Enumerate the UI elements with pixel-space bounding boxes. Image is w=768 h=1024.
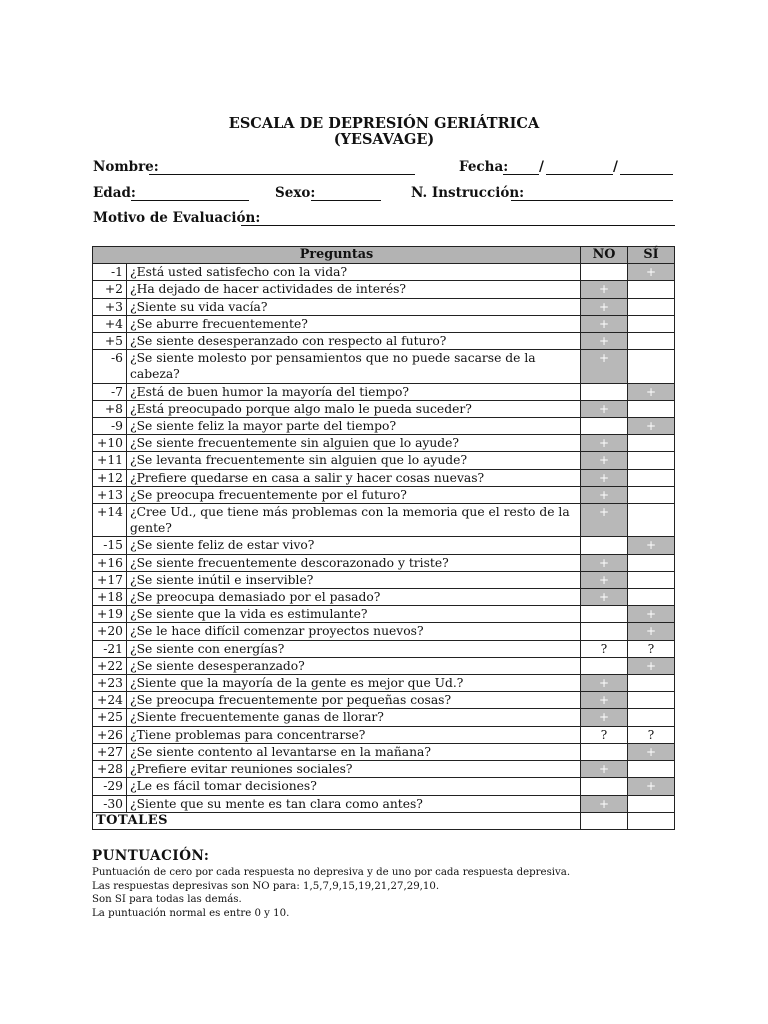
question-number: +14 [93, 504, 127, 537]
header-si: SÍ [628, 247, 675, 264]
totals-si-cell[interactable] [628, 812, 675, 829]
answer-no-cell[interactable]: + [581, 571, 628, 588]
answer-no-cell[interactable] [581, 264, 628, 281]
answer-no-cell[interactable]: + [581, 709, 628, 726]
question-text: ¿Se levanta frecuentemente sin alguien que lo ayude? [127, 452, 581, 469]
answer-si-cell[interactable] [628, 554, 675, 571]
answer-si-cell[interactable] [628, 692, 675, 709]
answer-no-cell[interactable]: + [581, 350, 628, 383]
question-number: -9 [93, 418, 127, 435]
question-number: +20 [93, 623, 127, 640]
answer-no-cell[interactable]: + [581, 333, 628, 350]
answer-no-cell[interactable] [581, 778, 628, 795]
table-row [93, 469, 675, 486]
answer-si-cell[interactable]: + [628, 657, 675, 674]
instruccion-label: N. Instrucción: [411, 185, 525, 201]
scoring-line: La puntuación normal es entre 0 y 10. [92, 907, 290, 919]
question-number: +25 [93, 709, 127, 726]
table-row [93, 350, 675, 383]
fecha-label: Fecha: [459, 159, 509, 175]
question-number: -29 [93, 778, 127, 795]
answer-si-cell[interactable]: + [628, 264, 675, 281]
answer-no-cell[interactable] [581, 623, 628, 640]
edad-label: Edad: [93, 185, 136, 201]
table-header-row [93, 247, 675, 264]
table-row [93, 554, 675, 571]
question-text: ¿Prefiere quedarse en casa a salir y hacer cosas nuevas? [127, 469, 581, 486]
question-number: -1 [93, 264, 127, 281]
table-row [93, 264, 675, 281]
answer-no-cell[interactable]: + [581, 452, 628, 469]
answer-no-cell[interactable]: + [581, 298, 628, 315]
scoring-line: Son SI para todas las demás. [92, 894, 242, 905]
answer-si-cell[interactable]: + [628, 537, 675, 554]
question-number: -21 [93, 640, 127, 657]
answer-si-cell[interactable]: + [628, 418, 675, 435]
table-row [93, 743, 675, 760]
question-number: +10 [93, 435, 127, 452]
answer-no-cell[interactable]: + [581, 675, 628, 692]
answer-no-cell[interactable]: + [581, 469, 628, 486]
question-text: ¿Se siente con energías? [127, 640, 581, 657]
answer-no-cell[interactable] [581, 657, 628, 674]
sexo-label: Sexo: [275, 185, 316, 201]
question-text: ¿Está preocupado porque algo malo le pueda suceder? [127, 400, 581, 417]
question-number: +28 [93, 761, 127, 778]
answer-si-cell[interactable] [628, 486, 675, 503]
totals-row [93, 812, 675, 829]
table-row [93, 709, 675, 726]
question-text: ¿Se siente desesperanzado con respecto al futuro? [127, 333, 581, 350]
document-title: ESCALA DE DEPRESIÓN GERIÁTRICA [228, 115, 540, 132]
table-row [93, 486, 675, 503]
fecha-separator: / [613, 159, 618, 175]
table-row [93, 315, 675, 332]
question-number: +4 [93, 315, 127, 332]
question-text: ¿Tiene problemas para concentrarse? [127, 726, 581, 743]
question-number: +19 [93, 606, 127, 623]
answer-si-cell[interactable] [628, 469, 675, 486]
totals-label: TOTALES [93, 812, 581, 829]
question-number: +11 [93, 452, 127, 469]
answer-no-cell[interactable]: + [581, 504, 628, 537]
question-text: ¿Se siente contento al levantarse en la mañana? [127, 743, 581, 760]
answer-si-cell[interactable] [628, 761, 675, 778]
table-row [93, 692, 675, 709]
table-row [93, 657, 675, 674]
form-row-nombre-fecha [93, 159, 673, 179]
question-text: ¿Siente que su mente es tan clara como antes? [127, 795, 581, 812]
table-row [93, 778, 675, 795]
answer-no-cell[interactable]: + [581, 589, 628, 606]
fecha-day-field[interactable] [503, 174, 539, 175]
motivo-field[interactable] [241, 225, 675, 226]
answer-si-cell[interactable] [628, 795, 675, 812]
question-number: +12 [93, 469, 127, 486]
answer-si-cell[interactable]: + [628, 778, 675, 795]
question-text: ¿Se le hace difícil comenzar proyectos nuevos? [127, 623, 581, 640]
questions-table [92, 246, 675, 830]
table-row [93, 606, 675, 623]
table-row [93, 571, 675, 588]
answer-no-cell[interactable]: + [581, 315, 628, 332]
question-text: ¿Se preocupa demasiado por el pasado? [127, 589, 581, 606]
question-number: +22 [93, 657, 127, 674]
question-text: ¿Le es fácil tomar decisiones? [127, 778, 581, 795]
answer-si-cell[interactable]: ? [628, 726, 675, 743]
question-text: ¿Se siente feliz de estar vivo? [127, 537, 581, 554]
answer-no-cell[interactable] [581, 418, 628, 435]
answer-si-cell[interactable] [628, 452, 675, 469]
sexo-field[interactable] [311, 200, 381, 201]
question-text: ¿Se siente desesperanzado? [127, 657, 581, 674]
fecha-year-field[interactable] [620, 174, 673, 175]
fecha-month-field[interactable] [546, 174, 613, 175]
table-row [93, 452, 675, 469]
answer-no-cell[interactable]: + [581, 554, 628, 571]
answer-si-cell[interactable] [628, 315, 675, 332]
question-text: ¿Se siente frecuentemente sin alguien que lo ayude? [127, 435, 581, 452]
answer-no-cell[interactable] [581, 743, 628, 760]
table-row [93, 400, 675, 417]
question-text: ¿Cree Ud., que tiene más problemas con la memoria que el resto de la gente? [127, 504, 581, 537]
question-number: +18 [93, 589, 127, 606]
questions-body [93, 264, 675, 813]
table-row [93, 726, 675, 743]
table-row [93, 383, 675, 400]
answer-si-cell[interactable] [628, 435, 675, 452]
header-preguntas: Preguntas [93, 247, 581, 264]
table-row [93, 281, 675, 298]
motivo-label: Motivo de Evaluación: [93, 210, 261, 226]
form-row-motivo [93, 210, 673, 230]
question-text: ¿Prefiere evitar reuniones sociales? [127, 761, 581, 778]
answer-si-cell[interactable] [628, 571, 675, 588]
question-number: +23 [93, 675, 127, 692]
question-text: ¿Siente frecuentemente ganas de llorar? [127, 709, 581, 726]
table-row [93, 640, 675, 657]
question-number: +16 [93, 554, 127, 571]
answer-si-cell[interactable]: + [628, 383, 675, 400]
question-text: ¿Está usted satisfecho con la vida? [127, 264, 581, 281]
answer-si-cell[interactable] [628, 709, 675, 726]
answer-si-cell[interactable] [628, 298, 675, 315]
table-row [93, 298, 675, 315]
answer-si-cell[interactable]: + [628, 743, 675, 760]
answer-si-cell[interactable] [628, 504, 675, 537]
answer-no-cell[interactable]: + [581, 795, 628, 812]
question-number: +2 [93, 281, 127, 298]
answer-si-cell[interactable] [628, 675, 675, 692]
table-row [93, 333, 675, 350]
edad-field[interactable] [131, 200, 249, 201]
question-text: ¿Está de buen humor la mayoría del tiempo? [127, 383, 581, 400]
nombre-label: Nombre: [93, 159, 159, 175]
answer-no-cell[interactable] [581, 383, 628, 400]
table-row [93, 795, 675, 812]
scoring-line: Puntuación de cero por cada respuesta no depresiva y de uno por cada respuesta depresiva. [92, 867, 571, 878]
question-text: ¿Siente su vida vacía? [127, 298, 581, 315]
question-number: +27 [93, 743, 127, 760]
table-row [93, 504, 675, 537]
question-number: -7 [93, 383, 127, 400]
question-text: ¿Siente que la mayoría de la gente es mejor que Ud.? [127, 675, 581, 692]
answer-si-cell[interactable] [628, 400, 675, 417]
question-number: -15 [93, 537, 127, 554]
table-row [93, 675, 675, 692]
fecha-separator: / [539, 159, 544, 175]
question-text: ¿Se siente que la vida es estimulante? [127, 606, 581, 623]
answer-no-cell[interactable]: + [581, 486, 628, 503]
nombre-field[interactable] [149, 174, 415, 175]
document-subtitle: (YESAVAGE) [333, 131, 435, 148]
question-number: -6 [93, 350, 127, 383]
question-text: ¿Se siente molesto por pensamientos que no puede sacarse de la cabeza? [127, 350, 581, 383]
answer-no-cell[interactable]: + [581, 400, 628, 417]
table-row [93, 418, 675, 435]
table-row [93, 623, 675, 640]
totals-no-cell[interactable] [581, 812, 628, 829]
table-row [93, 761, 675, 778]
question-number: +26 [93, 726, 127, 743]
question-number: +8 [93, 400, 127, 417]
answer-no-cell[interactable]: ? [581, 640, 628, 657]
answer-no-cell[interactable] [581, 606, 628, 623]
answer-si-cell[interactable] [628, 350, 675, 383]
answer-no-cell[interactable]: + [581, 761, 628, 778]
question-text: ¿Se preocupa frecuentemente por pequeñas cosas? [127, 692, 581, 709]
question-text: ¿Se siente frecuentemente descorazonado y triste? [127, 554, 581, 571]
answer-si-cell[interactable]: + [628, 606, 675, 623]
question-number: +17 [93, 571, 127, 588]
question-text: ¿Se preocupa frecuentemente por el futuro? [127, 486, 581, 503]
question-text: ¿Se aburre frecuentemente? [127, 315, 581, 332]
scoring-title: PUNTUACIÓN: [92, 848, 210, 864]
table-row [93, 435, 675, 452]
question-number: +13 [93, 486, 127, 503]
header-no: NO [581, 247, 628, 264]
question-text: ¿Se siente inútil e inservible? [127, 571, 581, 588]
answer-no-cell[interactable]: + [581, 692, 628, 709]
question-number: +5 [93, 333, 127, 350]
answer-si-cell[interactable] [628, 589, 675, 606]
question-number: +3 [93, 298, 127, 315]
question-number: +24 [93, 692, 127, 709]
table-row [93, 589, 675, 606]
answer-si-cell[interactable]: + [628, 623, 675, 640]
question-text: ¿Se siente feliz la mayor parte del tiempo? [127, 418, 581, 435]
question-text: ¿Ha dejado de hacer actividades de interés? [127, 281, 581, 298]
answer-no-cell[interactable]: + [581, 281, 628, 298]
answer-si-cell[interactable] [628, 281, 675, 298]
answer-si-cell[interactable] [628, 333, 675, 350]
answer-no-cell[interactable]: + [581, 435, 628, 452]
instruccion-field[interactable] [511, 200, 673, 201]
question-number: -30 [93, 795, 127, 812]
answer-si-cell[interactable]: ? [628, 640, 675, 657]
scoring-notes [92, 866, 570, 920]
table-row [93, 537, 675, 554]
answer-no-cell[interactable]: ? [581, 726, 628, 743]
answer-no-cell[interactable] [581, 537, 628, 554]
scoring-line: Las respuestas depresivas son NO para: 1,5,7,9,15,19,21,27,29,10. [92, 880, 440, 892]
form-row-edad-sexo [93, 185, 673, 205]
